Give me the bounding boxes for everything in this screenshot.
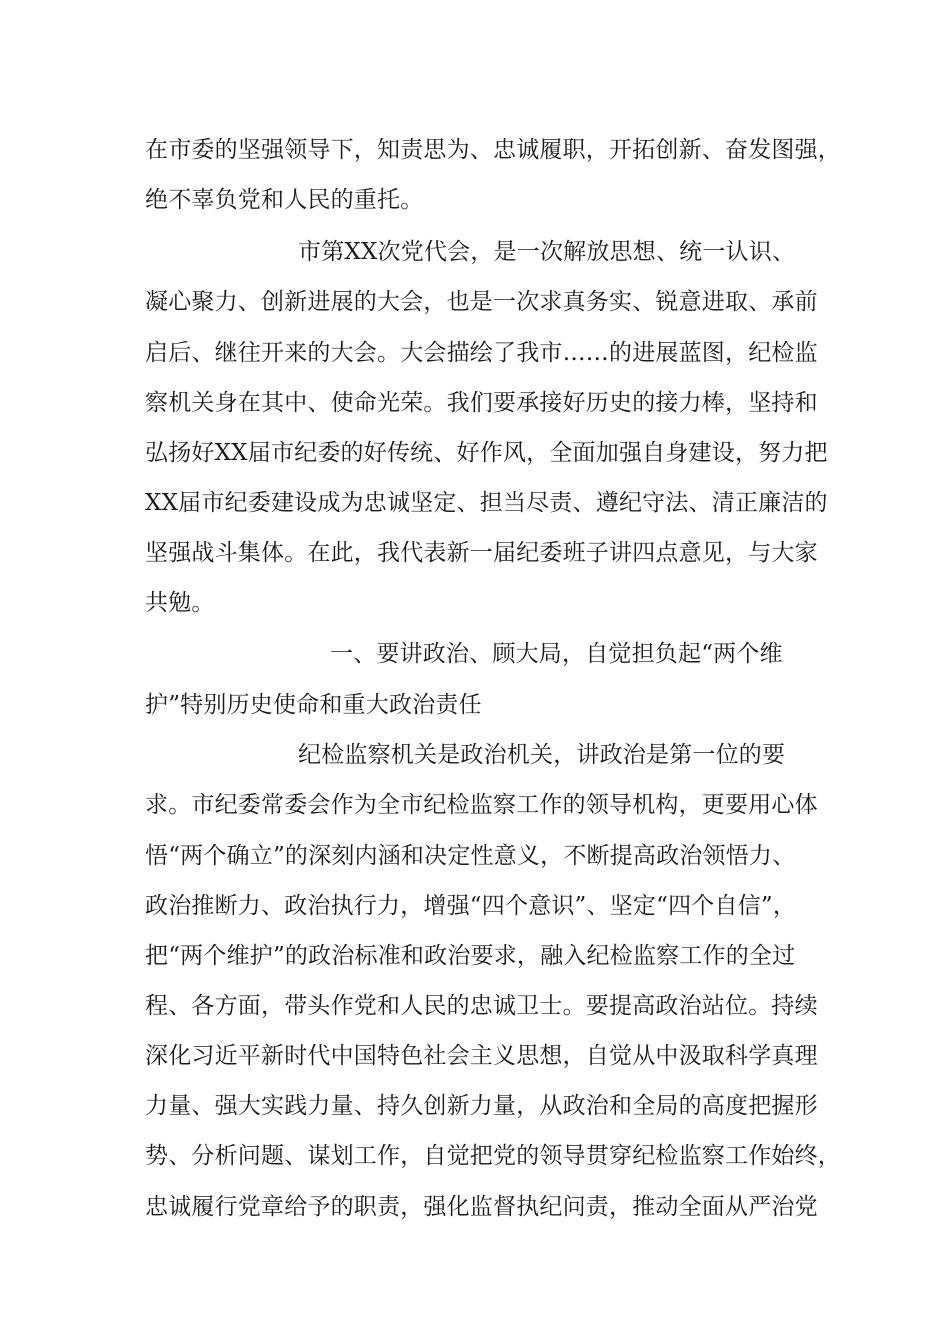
text-line: 凝心聚力、创新进展的大会，也是一次求真务实、锐意进取、承前 — [145, 289, 818, 315]
text-line: 力量、强大实践力量、持久创新力量，从政治和全局的高度把握形 — [145, 1093, 818, 1119]
text-line: 把“两个维护”的政治标准和政治要求，融入纪检监察工作的全过 — [145, 943, 796, 969]
text-line: 程、各方面，带头作党和人民的忠诚卫士。要提高政治站位。持续 — [145, 993, 818, 1019]
text-line: 在市委的坚强领导下，知责思为、忠诚履职，开拓创新、奋发图强， — [145, 137, 841, 163]
text-line: 察机关身在其中、使命光荣。我们要承接好历史的接力棒，坚持和 — [145, 390, 818, 416]
text-line: 共勉。 — [145, 590, 215, 616]
text-line: 坚强战斗集体。在此，我代表新一届纪委班子讲四点意见，与大家 — [145, 540, 818, 566]
section-heading-line: 一、要讲政治、顾大局，自觉担负起“两个维 — [330, 641, 783, 667]
text-line: 纪检监察机关是政治机关，讲政治是第一位的要 — [298, 742, 786, 768]
text-line: 启后、继往开来的大会。大会描绘了我市……的进展蓝图，纪检监 — [145, 340, 818, 366]
text-line: 市第XX次党代会，是一次解放思想、统一认识、 — [298, 239, 796, 265]
text-line: XX届市纪委建设成为忠诚坚定、担当尽责、遵纪守法、清正廉洁的 — [145, 490, 828, 516]
text-line: 悟“两个确立”的深刻内涵和决定性意义，不断提高政治领悟力、 — [145, 843, 796, 869]
text-line: 求。市纪委常委会作为全市纪检监察工作的领导机构，更要用心体 — [145, 792, 818, 818]
text-line: 绝不辜负党和人民的重托。 — [145, 187, 424, 213]
section-heading-line: 护”特别历史使命和重大政治责任 — [145, 692, 482, 718]
text-line: 忠诚履行党章给予的职责，强化监督执纪问责，推动全面从严治党 — [145, 1194, 818, 1220]
text-line: 深化习近平新时代中国特色社会主义思想，自觉从中汲取科学真理 — [145, 1043, 818, 1069]
text-line: 弘扬好XX届市纪委的好传统、好作风，全面加强自身建设，努力把 — [145, 440, 828, 466]
text-line: 势、分析问题、谋划工作，自觉把党的领导贯穿纪检监察工作始终， — [145, 1143, 841, 1169]
text-line: 政治推断力、政治执行力，增强“四个意识”、坚定“四个自信”， — [145, 893, 797, 919]
